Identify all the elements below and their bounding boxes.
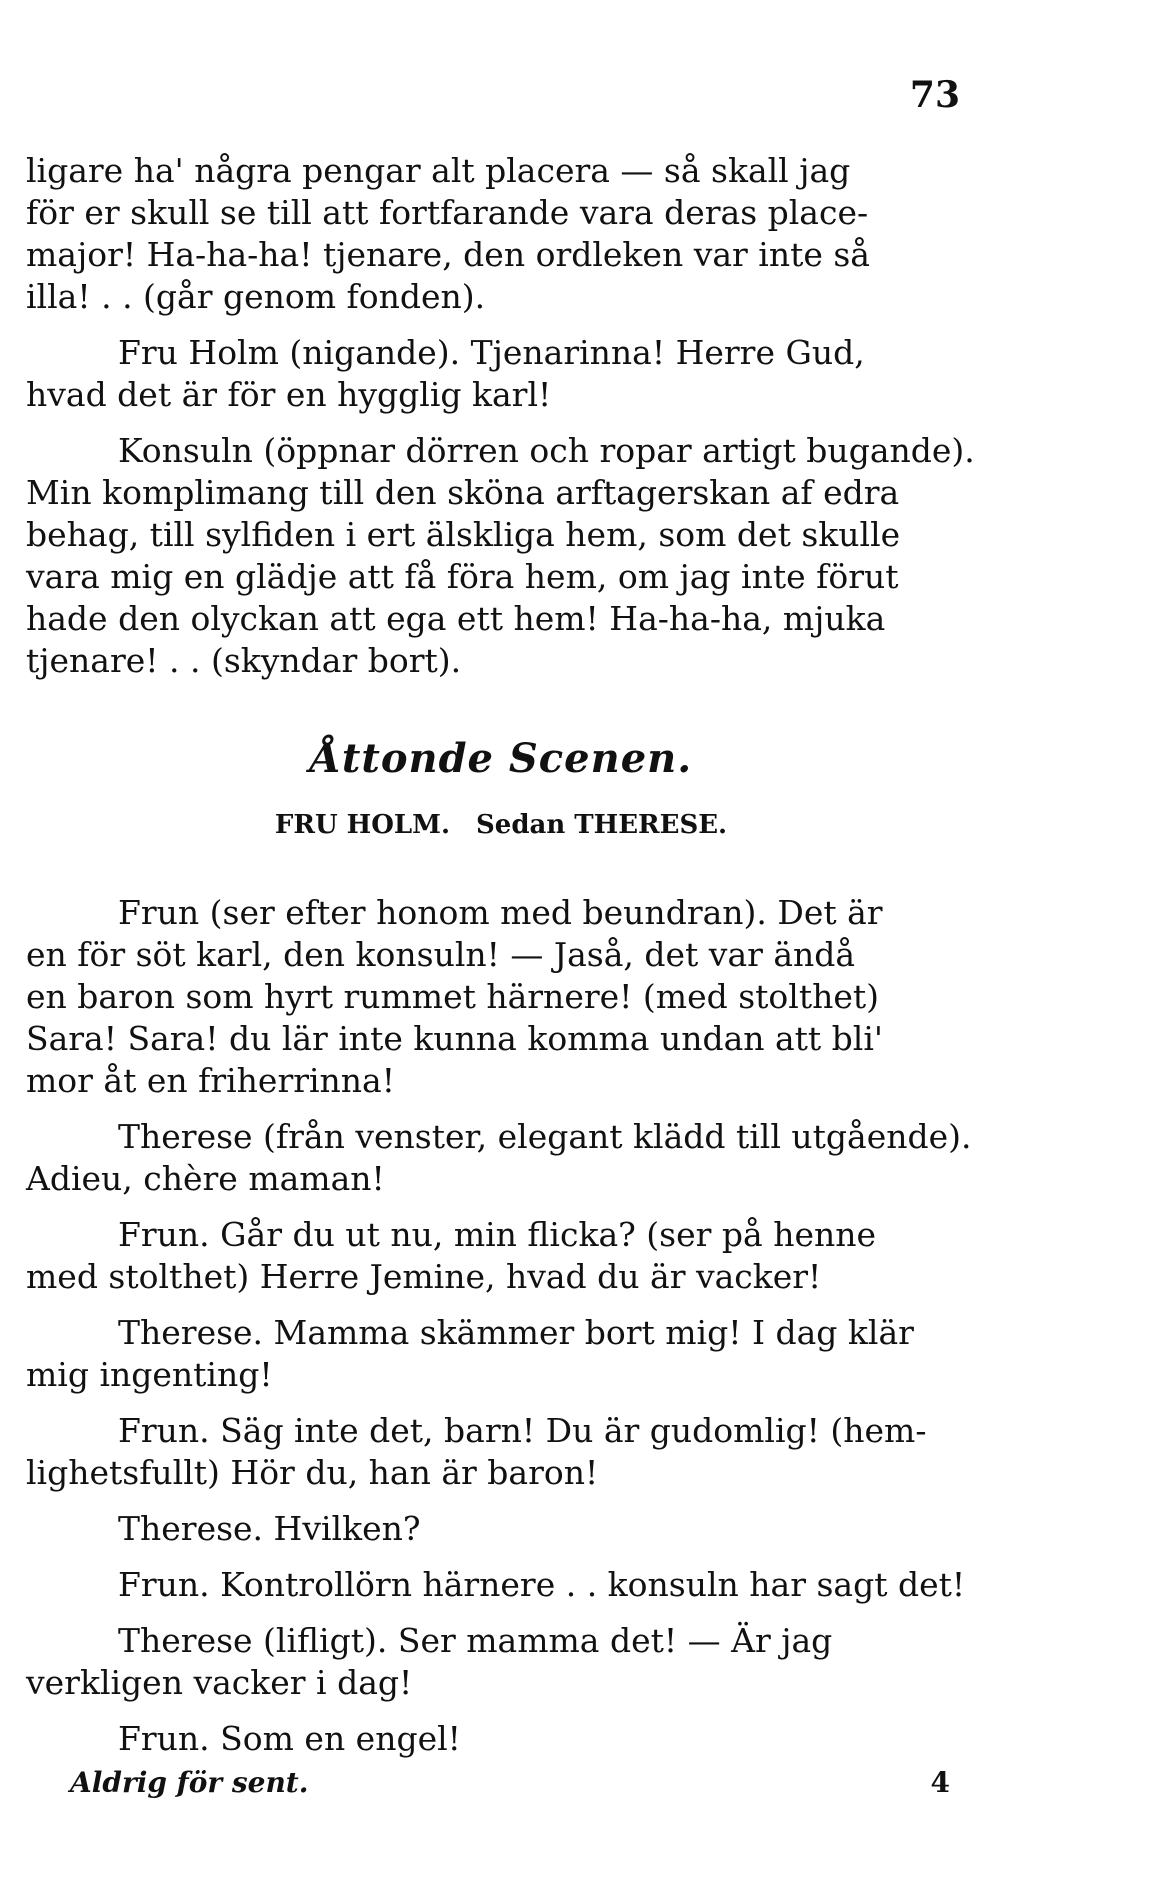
text-line: för er skull se till att fortfarande vara deras place- bbox=[26, 193, 869, 232]
dialogue-frun bbox=[26, 892, 976, 1102]
page-footer bbox=[70, 1766, 950, 1806]
text-line: Therese. Hvilken? bbox=[118, 1509, 421, 1548]
dialogue-therese bbox=[26, 1620, 976, 1704]
dialogue-konsuln bbox=[26, 430, 976, 682]
text-line: med stolthet) Herre Jemine, hvad du är vacker! bbox=[26, 1257, 822, 1296]
signature-mark: 4 bbox=[930, 1766, 950, 1799]
text-line: hade den olyckan att ega ett hem! Ha-ha-ha, mjuka bbox=[26, 599, 886, 638]
text-line: ligare ha' några pengar alt placera — så skall jag bbox=[26, 151, 851, 190]
text-line: Fru Holm (nigande). Tjenarinna! Herre Gud, bbox=[118, 333, 865, 372]
text-line: Therese (från venster, elegant klädd till utgående). bbox=[118, 1117, 972, 1156]
scene-heading: Åttonde Scenen. bbox=[309, 735, 693, 782]
text-line: Min komplimang till den sköna arftagerskan af edra bbox=[26, 473, 900, 512]
text-line: Sara! Sara! du lär inte kunna komma undan att bli' bbox=[26, 1019, 883, 1058]
page-body bbox=[26, 150, 976, 1774]
text-line: major! Ha-ha-ha! tjenare, den ordleken var inte så bbox=[26, 235, 870, 274]
text-line: Frun (ser efter honom med beundran). Det är bbox=[118, 893, 883, 932]
text-line: vara mig en glädje att få föra hem, om jag inte förut bbox=[26, 557, 899, 596]
text-line: Frun. Säg inte det, barn! Du är gudomlig! (hem- bbox=[118, 1411, 927, 1450]
dialogue-frun bbox=[26, 1564, 976, 1606]
dialogue-fru-holm bbox=[26, 332, 976, 416]
text-line: lighetsfullt) Hör du, han är baron! bbox=[26, 1453, 599, 1492]
text-line: Frun. Som en engel! bbox=[118, 1719, 461, 1758]
text-line: mor åt en friherrinna! bbox=[26, 1061, 395, 1100]
text-line: Therese (lifligt). Ser mamma det! — Är jag bbox=[118, 1621, 833, 1660]
text-line: verkligen vacker i dag! bbox=[26, 1663, 413, 1702]
cast-then: Sedan THERESE. bbox=[476, 810, 728, 840]
paragraph bbox=[26, 150, 976, 318]
text-line: Frun. Kontrollörn härnere . . konsuln har sagt det! bbox=[118, 1565, 966, 1604]
dialogue-therese bbox=[26, 1312, 976, 1396]
text-line: behag, till sylfiden i ert älskliga hem, som det skulle bbox=[26, 515, 901, 554]
page-number: 73 bbox=[909, 74, 960, 116]
text-line: hvad det är för en hygglig karl! bbox=[26, 375, 552, 414]
text-line: Konsuln (öppnar dörren och ropar artigt bugande). bbox=[118, 431, 975, 470]
text-line: Frun. Går du ut nu, min flicka? (ser på henne bbox=[118, 1215, 877, 1254]
dialogue-therese bbox=[26, 1508, 976, 1550]
cast-primary: FRU HOLM. bbox=[274, 810, 450, 840]
text-line: tjenare! . . (skyndar bort). bbox=[26, 641, 462, 680]
text-line: illa! . . (går genom fonden). bbox=[26, 277, 486, 316]
dialogue-frun bbox=[26, 1410, 976, 1494]
running-title: Aldrig för sent. bbox=[70, 1766, 309, 1799]
dialogue-frun bbox=[26, 1214, 976, 1298]
dialogue-frun bbox=[26, 1718, 976, 1760]
text-line: Therese. Mamma skämmer bort mig! I dag klär bbox=[118, 1313, 914, 1352]
text-line: en för söt karl, den konsuln! — Jaså, det var ändå bbox=[26, 935, 856, 974]
text-line: mig ingenting! bbox=[26, 1355, 273, 1394]
text-line: en baron som hyrt rummet härnere! (med stolthet) bbox=[26, 977, 880, 1016]
cast-list bbox=[26, 804, 976, 846]
dialogue-therese bbox=[26, 1116, 976, 1200]
text-line: Adieu, chère maman! bbox=[26, 1159, 385, 1198]
